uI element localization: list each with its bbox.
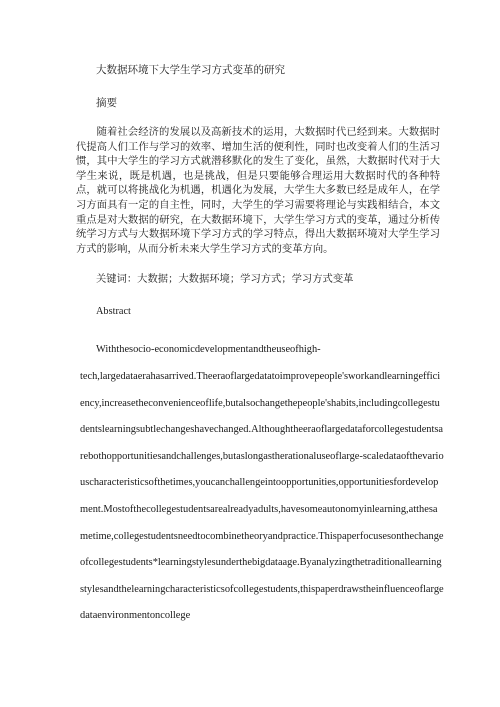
keywords-line: 关键词：大数据；大数据环境；学习方式；学习方式变革 — [96, 273, 354, 286]
abstract-body-zh: 随着社会经济的发展以及高新技术的运用，大数据时代已经到来。大数据时代提高人们工作与学习的效率、增加生活的便利性，同时也改变着人们的生活习惯，其中大学生的学习方式就潜移默化的发生了变化，虽然，大数据时代对于大学生来说，既是机遇，也是挑战，但是只要能够合理运用大数据时代的各种特点，就可以将挑战化为机遇，机遇化为发展，大学生大多数已经是成年人，在学习方面具有一定的自主性，同时，大学生的学习需要将理论与实践相结合，本文重点是对大数据的研究，在大数据环境下，大学生学习方式的变革，通过分析传统学习方式与大数据环境下学习方式的学习特点，得出大数据环境对大学生学习方式的影响，从而分析未来大学生学习方式的变革方向。 — [76, 126, 440, 255]
abstract-heading: 摘要 — [96, 97, 117, 109]
paper-page — [76, 62, 444, 630]
abstract-en-rest: tech,largedataerahasarrived.Theeraoflargedatatoimprovepeople'sworkandlearningefficiency,increasetheconvenienceoflife,butalsochangethepeople'shabits,includingcollegestudentslearningsubtlechangeshavechanged.Althoughtheeraoflargedataforcollegestudentsarebothopportunitiesandchallenges,butaslongastherationaluseoflarge-scaledataofthevariouscharacteristicsofthetimes,youcanchallengeintoopportunities,opportunitiesfordevelopment.Mostofthecollegestudentsarealreadyadults,havesomeautonomyinlearning,atthesametime,collegestudentsneedtocombinetheoryandpractice.Thispaperfocusesonthechangeofcollegestudents*learningstylesunderthebigdataage.Byanalyzingthetraditionallearningstylesandthelearningcharacteristicsofcollegestudents,thispaperdrawstheinfluenceoflargedataenvironmentoncollege — [80, 370, 444, 622]
abstract-heading-en: Abstract — [96, 306, 131, 318]
abstract-en-first-line: Withthesocio-economicdevelopmentandtheuseofhigh- — [96, 344, 321, 356]
abstract-body-en — [80, 337, 444, 630]
paper-title: 大数据环境下大学生学习方式变革的研究 — [96, 64, 285, 76]
